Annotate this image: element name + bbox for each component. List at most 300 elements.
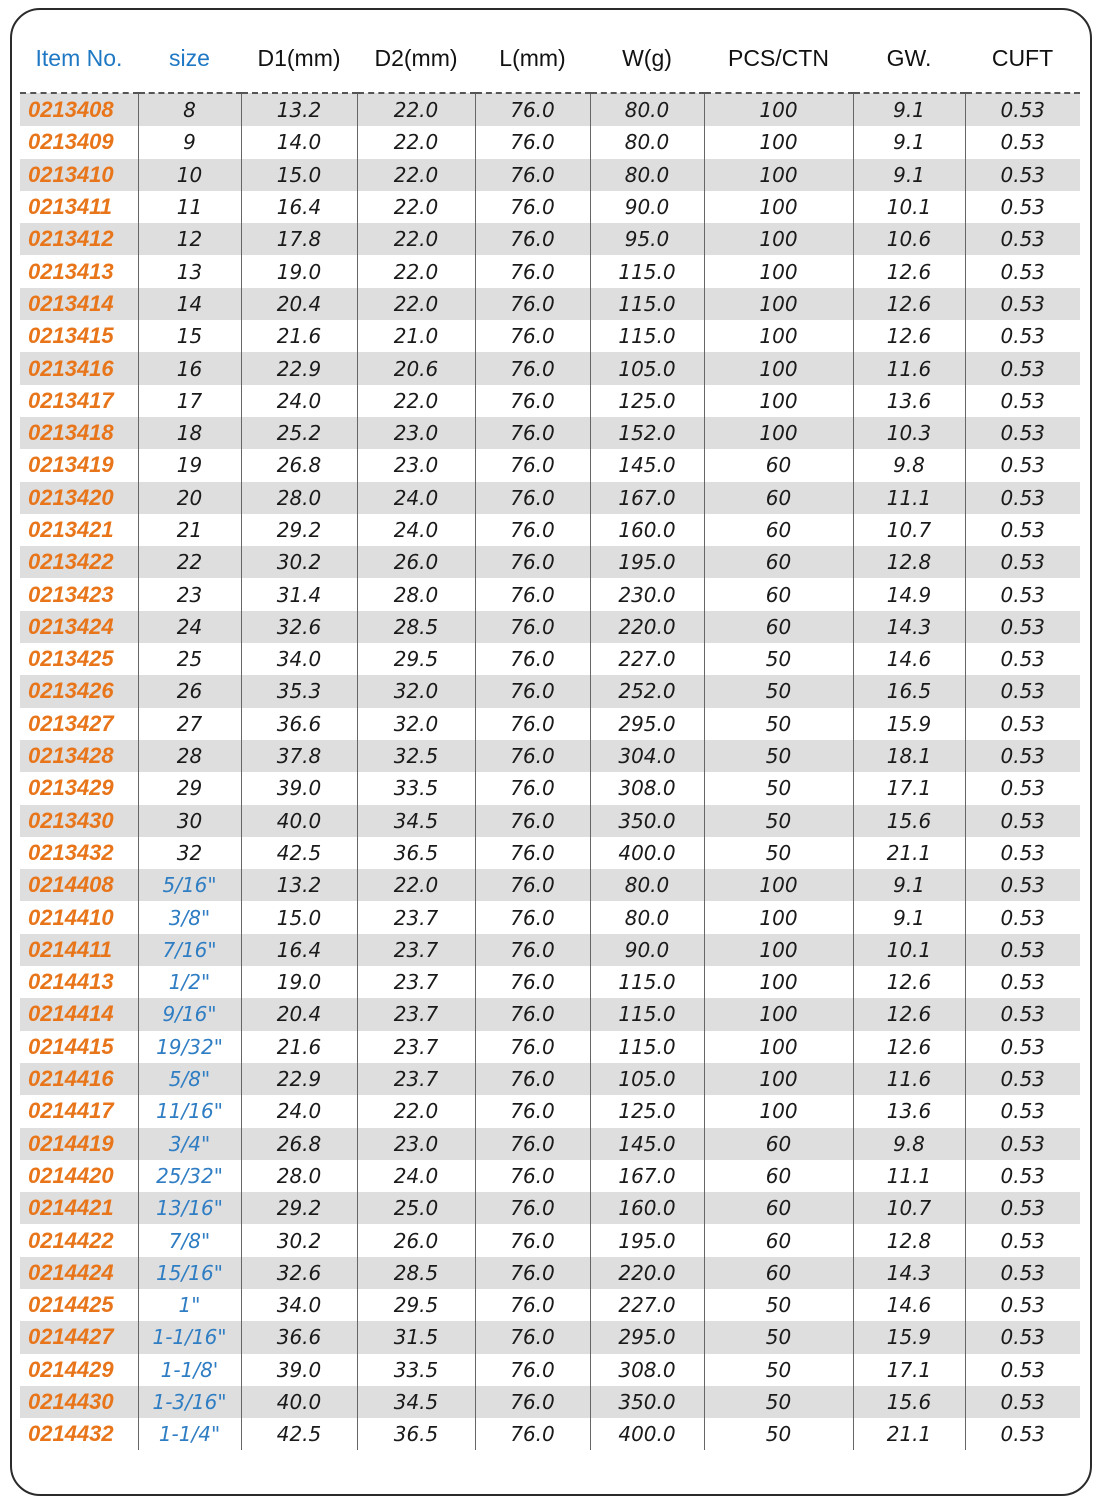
cell-size: 16	[138, 352, 241, 384]
cell-length: 76.0	[475, 417, 590, 449]
cell-weight: 227.0	[590, 643, 704, 675]
cell-length: 76.0	[475, 93, 590, 126]
cell-d2: 28.5	[357, 611, 475, 643]
table-row	[20, 514, 1080, 546]
cell-weight: 80.0	[590, 901, 704, 933]
cell-cuft: 0.53	[965, 1257, 1080, 1289]
cell-d1: 42.5	[241, 1418, 357, 1450]
cell-cuft: 0.53	[965, 708, 1080, 740]
cell-cuft: 0.53	[965, 901, 1080, 933]
cell-item-no: 0214419	[20, 1128, 138, 1160]
cell-item-no: 0214411	[20, 934, 138, 966]
cell-weight: 308.0	[590, 1354, 704, 1386]
cell-weight: 400.0	[590, 837, 704, 869]
cell-weight: 350.0	[590, 1386, 704, 1418]
col-header-pcs-ctn: PCS/CTN	[704, 32, 853, 93]
cell-d1: 36.6	[241, 1321, 357, 1353]
cell-weight: 220.0	[590, 611, 704, 643]
cell-weight: 115.0	[590, 966, 704, 998]
cell-pcs-ctn: 50	[704, 1418, 853, 1450]
cell-pcs-ctn: 50	[704, 772, 853, 804]
cell-weight: 230.0	[590, 578, 704, 610]
cell-gw: 12.8	[853, 546, 965, 578]
cell-d2: 22.0	[357, 159, 475, 191]
cell-weight: 167.0	[590, 1160, 704, 1192]
spec-table	[20, 32, 1080, 1450]
cell-d2: 20.6	[357, 352, 475, 384]
cell-weight: 145.0	[590, 449, 704, 481]
table-row	[20, 417, 1080, 449]
cell-weight: 167.0	[590, 482, 704, 514]
cell-cuft: 0.53	[965, 1321, 1080, 1353]
cell-d1: 24.0	[241, 385, 357, 417]
cell-cuft: 0.53	[965, 1031, 1080, 1063]
cell-cuft: 0.53	[965, 805, 1080, 837]
cell-length: 76.0	[475, 255, 590, 287]
cell-gw: 14.6	[853, 643, 965, 675]
cell-weight: 227.0	[590, 1289, 704, 1321]
cell-cuft: 0.53	[965, 837, 1080, 869]
cell-d1: 19.0	[241, 966, 357, 998]
cell-cuft: 0.53	[965, 546, 1080, 578]
cell-d1: 26.8	[241, 449, 357, 481]
cell-length: 76.0	[475, 740, 590, 772]
cell-d1: 14.0	[241, 126, 357, 158]
cell-gw: 9.8	[853, 449, 965, 481]
cell-item-no: 0213416	[20, 352, 138, 384]
table-row	[20, 1192, 1080, 1224]
cell-item-no: 0213422	[20, 546, 138, 578]
col-header-size: size	[138, 32, 241, 93]
cell-cuft: 0.53	[965, 1128, 1080, 1160]
cell-gw: 11.1	[853, 1160, 965, 1192]
cell-cuft: 0.53	[965, 998, 1080, 1030]
cell-item-no: 0214420	[20, 1160, 138, 1192]
table-row	[20, 1031, 1080, 1063]
cell-pcs-ctn: 50	[704, 1386, 853, 1418]
table-row	[20, 288, 1080, 320]
cell-d2: 22.0	[357, 191, 475, 223]
cell-cuft: 0.53	[965, 1160, 1080, 1192]
cell-item-no: 0213410	[20, 159, 138, 191]
cell-gw: 17.1	[853, 772, 965, 804]
cell-weight: 80.0	[590, 126, 704, 158]
cell-size: 13	[138, 255, 241, 287]
cell-d2: 23.7	[357, 1031, 475, 1063]
cell-weight: 160.0	[590, 514, 704, 546]
cell-cuft: 0.53	[965, 1418, 1080, 1450]
cell-cuft: 0.53	[965, 578, 1080, 610]
cell-cuft: 0.53	[965, 255, 1080, 287]
cell-weight: 220.0	[590, 1257, 704, 1289]
cell-item-no: 0213413	[20, 255, 138, 287]
cell-gw: 10.7	[853, 1192, 965, 1224]
cell-d2: 32.0	[357, 708, 475, 740]
table-body	[20, 93, 1080, 1450]
cell-d1: 30.2	[241, 546, 357, 578]
cell-d2: 23.7	[357, 901, 475, 933]
cell-gw: 12.6	[853, 998, 965, 1030]
cell-item-no: 0213409	[20, 126, 138, 158]
cell-item-no: 0213430	[20, 805, 138, 837]
table-row	[20, 546, 1080, 578]
cell-item-no: 0213415	[20, 320, 138, 352]
cell-gw: 15.9	[853, 1321, 965, 1353]
table-row	[20, 191, 1080, 223]
cell-d2: 29.5	[357, 643, 475, 675]
cell-item-no: 0214430	[20, 1386, 138, 1418]
cell-size: 3/4"	[138, 1128, 241, 1160]
cell-d2: 23.7	[357, 966, 475, 998]
cell-d2: 22.0	[357, 288, 475, 320]
cell-weight: 125.0	[590, 385, 704, 417]
table-row	[20, 223, 1080, 255]
cell-d1: 16.4	[241, 191, 357, 223]
cell-weight: 115.0	[590, 1031, 704, 1063]
cell-weight: 105.0	[590, 1063, 704, 1095]
cell-size: 22	[138, 546, 241, 578]
cell-length: 76.0	[475, 966, 590, 998]
cell-item-no: 0213424	[20, 611, 138, 643]
cell-d2: 22.0	[357, 869, 475, 901]
cell-weight: 145.0	[590, 1128, 704, 1160]
cell-item-no: 0213427	[20, 708, 138, 740]
table-row	[20, 255, 1080, 287]
cell-d2: 36.5	[357, 1418, 475, 1450]
cell-d1: 39.0	[241, 772, 357, 804]
cell-gw: 16.5	[853, 675, 965, 707]
cell-gw: 10.6	[853, 223, 965, 255]
cell-gw: 12.6	[853, 288, 965, 320]
cell-size: 28	[138, 740, 241, 772]
cell-item-no: 0213432	[20, 837, 138, 869]
cell-d1: 24.0	[241, 1095, 357, 1127]
cell-d2: 23.0	[357, 1128, 475, 1160]
cell-pcs-ctn: 50	[704, 1321, 853, 1353]
cell-d1: 17.8	[241, 223, 357, 255]
cell-d1: 40.0	[241, 805, 357, 837]
table-row	[20, 1386, 1080, 1418]
cell-pcs-ctn: 50	[704, 740, 853, 772]
cell-length: 76.0	[475, 643, 590, 675]
cell-weight: 295.0	[590, 1321, 704, 1353]
cell-weight: 105.0	[590, 352, 704, 384]
cell-item-no: 0214425	[20, 1289, 138, 1321]
col-header-d1: D1(mm)	[241, 32, 357, 93]
cell-d1: 35.3	[241, 675, 357, 707]
cell-size: 9	[138, 126, 241, 158]
col-header-d2: D2(mm)	[357, 32, 475, 93]
cell-gw: 11.1	[853, 482, 965, 514]
cell-size: 25/32"	[138, 1160, 241, 1192]
cell-gw: 9.1	[853, 126, 965, 158]
cell-d1: 28.0	[241, 1160, 357, 1192]
cell-d1: 32.6	[241, 1257, 357, 1289]
table-row	[20, 901, 1080, 933]
cell-length: 76.0	[475, 546, 590, 578]
cell-size: 19	[138, 449, 241, 481]
cell-item-no: 0214408	[20, 869, 138, 901]
cell-d2: 22.0	[357, 93, 475, 126]
cell-cuft: 0.53	[965, 514, 1080, 546]
cell-cuft: 0.53	[965, 1192, 1080, 1224]
cell-d1: 21.6	[241, 320, 357, 352]
cell-weight: 252.0	[590, 675, 704, 707]
cell-pcs-ctn: 100	[704, 223, 853, 255]
cell-gw: 14.6	[853, 1289, 965, 1321]
cell-item-no: 0214415	[20, 1031, 138, 1063]
cell-weight: 125.0	[590, 1095, 704, 1127]
cell-gw: 15.9	[853, 708, 965, 740]
cell-item-no: 0214429	[20, 1354, 138, 1386]
cell-d2: 29.5	[357, 1289, 475, 1321]
cell-gw: 9.1	[853, 901, 965, 933]
cell-length: 76.0	[475, 1063, 590, 1095]
cell-size: 9/16"	[138, 998, 241, 1030]
cell-cuft: 0.53	[965, 1224, 1080, 1256]
cell-length: 76.0	[475, 1224, 590, 1256]
cell-length: 76.0	[475, 901, 590, 933]
cell-pcs-ctn: 50	[704, 837, 853, 869]
cell-item-no: 0214432	[20, 1418, 138, 1450]
cell-cuft: 0.53	[965, 320, 1080, 352]
col-header-weight: W(g)	[590, 32, 704, 93]
cell-d2: 24.0	[357, 482, 475, 514]
cell-weight: 90.0	[590, 191, 704, 223]
cell-d1: 26.8	[241, 1128, 357, 1160]
cell-length: 76.0	[475, 320, 590, 352]
cell-d2: 22.0	[357, 1095, 475, 1127]
cell-item-no: 0214421	[20, 1192, 138, 1224]
cell-d2: 21.0	[357, 320, 475, 352]
cell-length: 76.0	[475, 482, 590, 514]
cell-item-no: 0214424	[20, 1257, 138, 1289]
table-row	[20, 675, 1080, 707]
cell-cuft: 0.53	[965, 1386, 1080, 1418]
cell-size: 15/16"	[138, 1257, 241, 1289]
cell-size: 11/16"	[138, 1095, 241, 1127]
table-row	[20, 320, 1080, 352]
cell-length: 76.0	[475, 1386, 590, 1418]
cell-pcs-ctn: 50	[704, 675, 853, 707]
cell-pcs-ctn: 60	[704, 546, 853, 578]
cell-cuft: 0.53	[965, 159, 1080, 191]
cell-pcs-ctn: 100	[704, 191, 853, 223]
table-row	[20, 1128, 1080, 1160]
cell-gw: 18.1	[853, 740, 965, 772]
table-row	[20, 998, 1080, 1030]
cell-gw: 9.1	[853, 159, 965, 191]
cell-size: 29	[138, 772, 241, 804]
cell-pcs-ctn: 60	[704, 1192, 853, 1224]
cell-size: 20	[138, 482, 241, 514]
cell-pcs-ctn: 100	[704, 1095, 853, 1127]
cell-d2: 23.7	[357, 1063, 475, 1095]
cell-weight: 80.0	[590, 93, 704, 126]
cell-pcs-ctn: 60	[704, 1128, 853, 1160]
cell-d2: 23.0	[357, 417, 475, 449]
cell-item-no: 0213408	[20, 93, 138, 126]
cell-length: 76.0	[475, 223, 590, 255]
cell-weight: 115.0	[590, 255, 704, 287]
cell-length: 76.0	[475, 1321, 590, 1353]
cell-d2: 22.0	[357, 223, 475, 255]
cell-cuft: 0.53	[965, 966, 1080, 998]
cell-d2: 28.5	[357, 1257, 475, 1289]
cell-length: 76.0	[475, 1160, 590, 1192]
cell-size: 13/16"	[138, 1192, 241, 1224]
table-row	[20, 578, 1080, 610]
cell-d1: 40.0	[241, 1386, 357, 1418]
cell-d1: 22.9	[241, 1063, 357, 1095]
cell-d1: 15.0	[241, 159, 357, 191]
cell-pcs-ctn: 100	[704, 1031, 853, 1063]
cell-size: 1-3/16"	[138, 1386, 241, 1418]
cell-weight: 400.0	[590, 1418, 704, 1450]
cell-gw: 13.6	[853, 385, 965, 417]
cell-item-no: 0213412	[20, 223, 138, 255]
cell-gw: 15.6	[853, 805, 965, 837]
table-row	[20, 837, 1080, 869]
cell-d1: 39.0	[241, 1354, 357, 1386]
cell-d2: 24.0	[357, 1160, 475, 1192]
cell-pcs-ctn: 50	[704, 1354, 853, 1386]
cell-gw: 10.3	[853, 417, 965, 449]
cell-length: 76.0	[475, 449, 590, 481]
cell-item-no: 0213417	[20, 385, 138, 417]
cell-d1: 30.2	[241, 1224, 357, 1256]
cell-item-no: 0213421	[20, 514, 138, 546]
cell-gw: 14.3	[853, 611, 965, 643]
cell-pcs-ctn: 100	[704, 901, 853, 933]
cell-length: 76.0	[475, 1418, 590, 1450]
cell-length: 76.0	[475, 837, 590, 869]
table-row	[20, 1354, 1080, 1386]
cell-length: 76.0	[475, 772, 590, 804]
cell-length: 76.0	[475, 934, 590, 966]
cell-gw: 14.9	[853, 578, 965, 610]
cell-cuft: 0.53	[965, 417, 1080, 449]
cell-pcs-ctn: 100	[704, 966, 853, 998]
cell-d1: 15.0	[241, 901, 357, 933]
cell-weight: 152.0	[590, 417, 704, 449]
cell-pcs-ctn: 60	[704, 1160, 853, 1192]
cell-d1: 19.0	[241, 255, 357, 287]
cell-cuft: 0.53	[965, 449, 1080, 481]
cell-length: 76.0	[475, 1192, 590, 1224]
cell-pcs-ctn: 50	[704, 643, 853, 675]
table-row	[20, 611, 1080, 643]
table-row	[20, 93, 1080, 126]
cell-cuft: 0.53	[965, 611, 1080, 643]
cell-d2: 34.5	[357, 1386, 475, 1418]
cell-weight: 90.0	[590, 934, 704, 966]
cell-item-no: 0214427	[20, 1321, 138, 1353]
cell-cuft: 0.53	[965, 740, 1080, 772]
cell-cuft: 0.53	[965, 869, 1080, 901]
col-header-item-no: Item No.	[20, 32, 138, 93]
cell-d1: 34.0	[241, 1289, 357, 1321]
cell-pcs-ctn: 100	[704, 93, 853, 126]
cell-size: 1-1/8'	[138, 1354, 241, 1386]
cell-d2: 22.0	[357, 255, 475, 287]
cell-weight: 80.0	[590, 159, 704, 191]
table-row	[20, 1160, 1080, 1192]
cell-item-no: 0213411	[20, 191, 138, 223]
cell-gw: 14.3	[853, 1257, 965, 1289]
cell-cuft: 0.53	[965, 126, 1080, 158]
cell-d2: 32.0	[357, 675, 475, 707]
cell-d1: 13.2	[241, 869, 357, 901]
cell-length: 76.0	[475, 998, 590, 1030]
cell-d2: 28.0	[357, 578, 475, 610]
cell-d1: 28.0	[241, 482, 357, 514]
cell-pcs-ctn: 60	[704, 1224, 853, 1256]
cell-d2: 33.5	[357, 772, 475, 804]
cell-gw: 9.1	[853, 869, 965, 901]
cell-d1: 36.6	[241, 708, 357, 740]
cell-pcs-ctn: 50	[704, 708, 853, 740]
cell-size: 23	[138, 578, 241, 610]
table-row	[20, 934, 1080, 966]
table-row	[20, 643, 1080, 675]
cell-size: 21	[138, 514, 241, 546]
cell-length: 76.0	[475, 1354, 590, 1386]
cell-pcs-ctn: 50	[704, 805, 853, 837]
cell-pcs-ctn: 100	[704, 320, 853, 352]
table-row	[20, 740, 1080, 772]
cell-cuft: 0.53	[965, 385, 1080, 417]
cell-weight: 308.0	[590, 772, 704, 804]
cell-cuft: 0.53	[965, 1063, 1080, 1095]
cell-length: 76.0	[475, 352, 590, 384]
cell-d1: 29.2	[241, 1192, 357, 1224]
cell-cuft: 0.53	[965, 288, 1080, 320]
cell-item-no: 0213429	[20, 772, 138, 804]
cell-length: 76.0	[475, 675, 590, 707]
cell-item-no: 0213426	[20, 675, 138, 707]
cell-size: 25	[138, 643, 241, 675]
cell-d1: 32.6	[241, 611, 357, 643]
cell-weight: 95.0	[590, 223, 704, 255]
cell-gw: 9.8	[853, 1128, 965, 1160]
cell-pcs-ctn: 60	[704, 1257, 853, 1289]
cell-gw: 12.6	[853, 255, 965, 287]
table-row	[20, 869, 1080, 901]
cell-d1: 34.0	[241, 643, 357, 675]
cell-gw: 12.6	[853, 1031, 965, 1063]
cell-length: 76.0	[475, 288, 590, 320]
cell-gw: 13.6	[853, 1095, 965, 1127]
cell-cuft: 0.53	[965, 643, 1080, 675]
cell-item-no: 0213418	[20, 417, 138, 449]
cell-length: 76.0	[475, 385, 590, 417]
col-header-cuft: CUFT	[965, 32, 1080, 93]
cell-cuft: 0.53	[965, 1289, 1080, 1321]
cell-size: 32	[138, 837, 241, 869]
table-row	[20, 708, 1080, 740]
cell-size: 1-1/4"	[138, 1418, 241, 1450]
cell-item-no: 0213425	[20, 643, 138, 675]
cell-length: 76.0	[475, 708, 590, 740]
cell-pcs-ctn: 60	[704, 611, 853, 643]
col-header-gw: GW.	[853, 32, 965, 93]
cell-weight: 115.0	[590, 998, 704, 1030]
cell-cuft: 0.53	[965, 675, 1080, 707]
cell-pcs-ctn: 60	[704, 482, 853, 514]
cell-item-no: 0213419	[20, 449, 138, 481]
cell-cuft: 0.53	[965, 1095, 1080, 1127]
